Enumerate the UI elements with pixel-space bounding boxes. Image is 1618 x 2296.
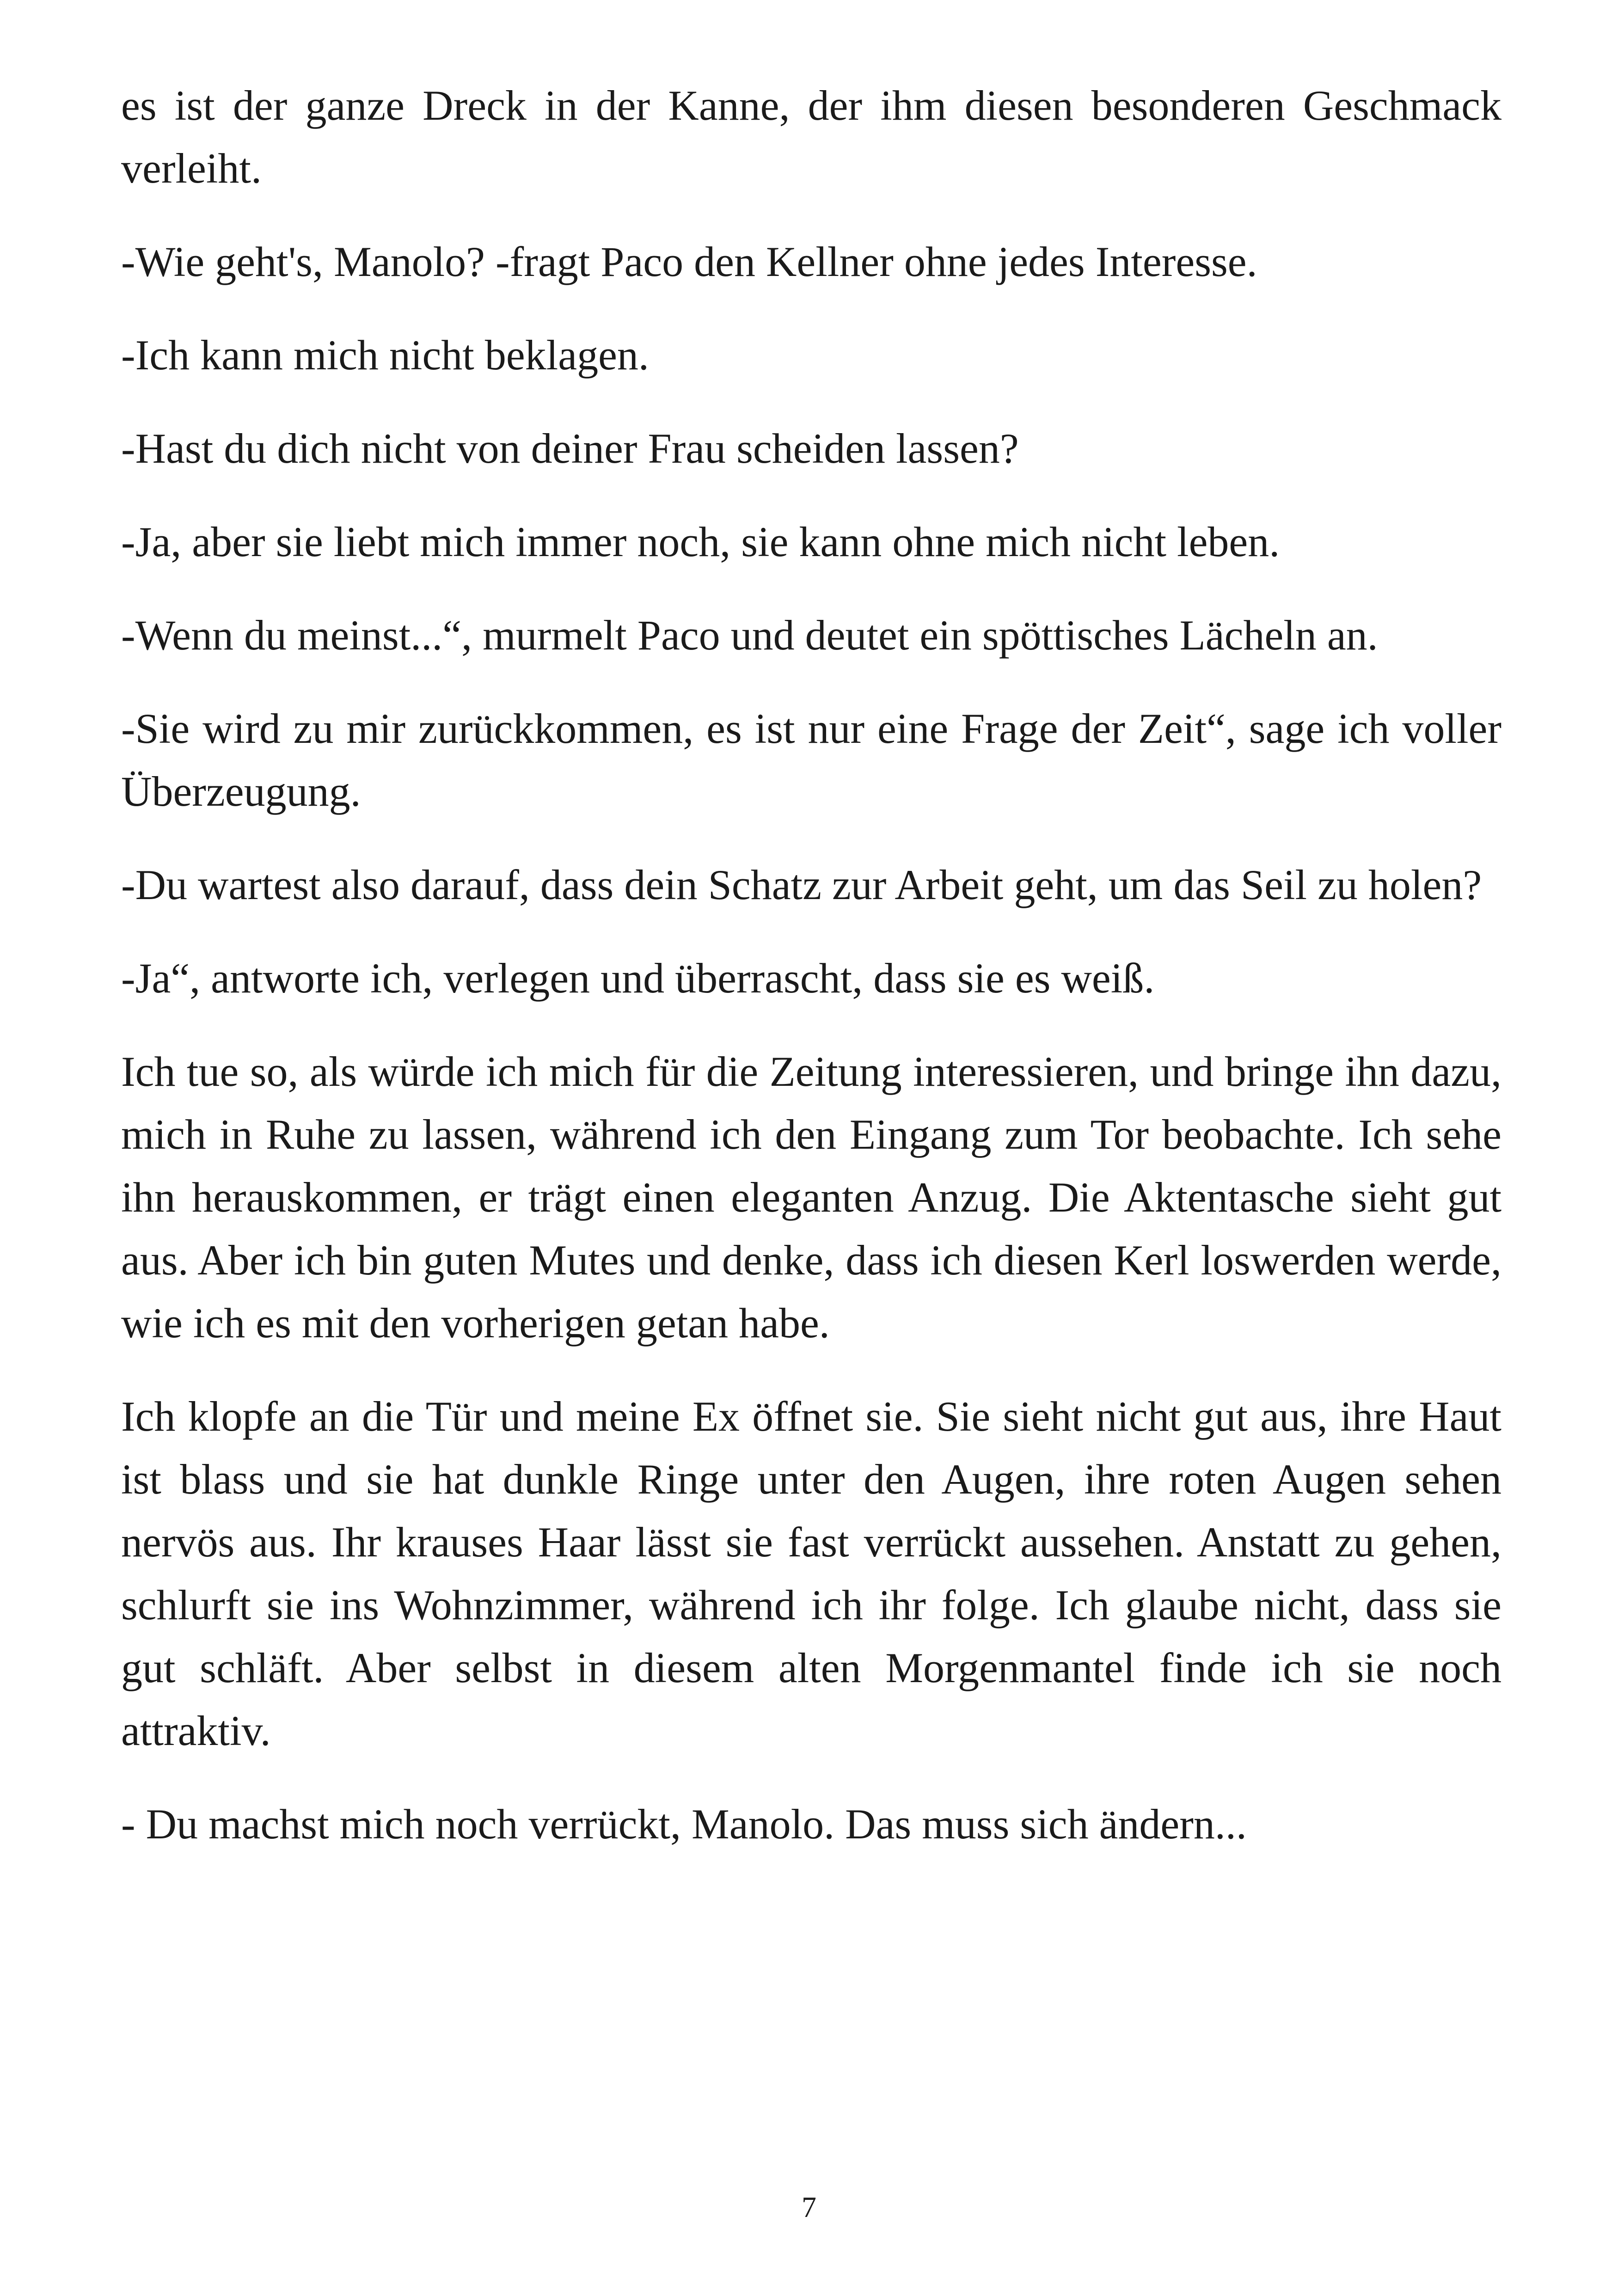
paragraph: -Du wartest also darauf, dass dein Schatz zur Arbeit geht, um das Seil zu holen? [121,861,1482,908]
paragraph: es ist der ganze Dreck in der Kanne, der ihm diesen besonderen Geschmack verleiht. [121,82,1502,192]
paragraph: -Wenn du meinst...“, murmelt Paco und deutet ein spöttisches Lächeln an. [121,612,1378,659]
paragraph: -Ja, aber sie liebt mich immer noch, sie kann ohne mich nicht leben. [121,518,1280,565]
paragraph: -Hast du dich nicht von deiner Frau scheiden lassen? [121,425,1019,472]
paragraph: -Ich kann mich nicht beklagen. [121,331,649,379]
paragraph: Ich tue so, als würde ich mich für die Zeitung interessieren, und bringe ihn dazu, mich in Ruhe zu lassen, während ich den Eingang zum Tor beobachte. Ich sehe ihn herauskommen, er trägt einen eleganten Anzug. Die Aktentasche sieht gut aus. Aber ich bin guten Mutes und denke, dass ich diesen Kerl loswerden werde, wie ich es mit den vorherigen getan habe. [121,1048,1502,1347]
paragraph: -Sie wird zu mir zurückkommen, es ist nur eine Frage der Zeit“, sage ich voller Überzeugung. [121,705,1502,815]
paragraph: -Wie geht's, Manolo? -fragt Paco den Kellner ohne jedes Interesse. [121,238,1257,285]
paragraph: Ich klopfe an die Tür und meine Ex öffnet sie. Sie sieht nicht gut aus, ihre Haut ist blass und sie hat dunkle Ringe unter den Augen, ihre roten Augen sehen nervös aus. Ihr krauses Haar lässt sie fast verrückt aussehen. Anstatt zu gehen, schlurft sie ins Wohnzimmer, während ich ihr folge. Ich glaube nicht, dass sie gut schläft. Aber selbst in diesem alten Morgenmantel finde ich sie noch attraktiv. [121,1393,1502,1754]
paragraph: - Du machst mich noch verrückt, Manolo. Das muss sich ändern... [121,1800,1247,1848]
page-number: 7 [802,2191,816,2223]
paragraph: -Ja“, antworte ich, verlegen und überrascht, dass sie es weiß. [121,955,1155,1002]
body-text [121,74,1502,1886]
